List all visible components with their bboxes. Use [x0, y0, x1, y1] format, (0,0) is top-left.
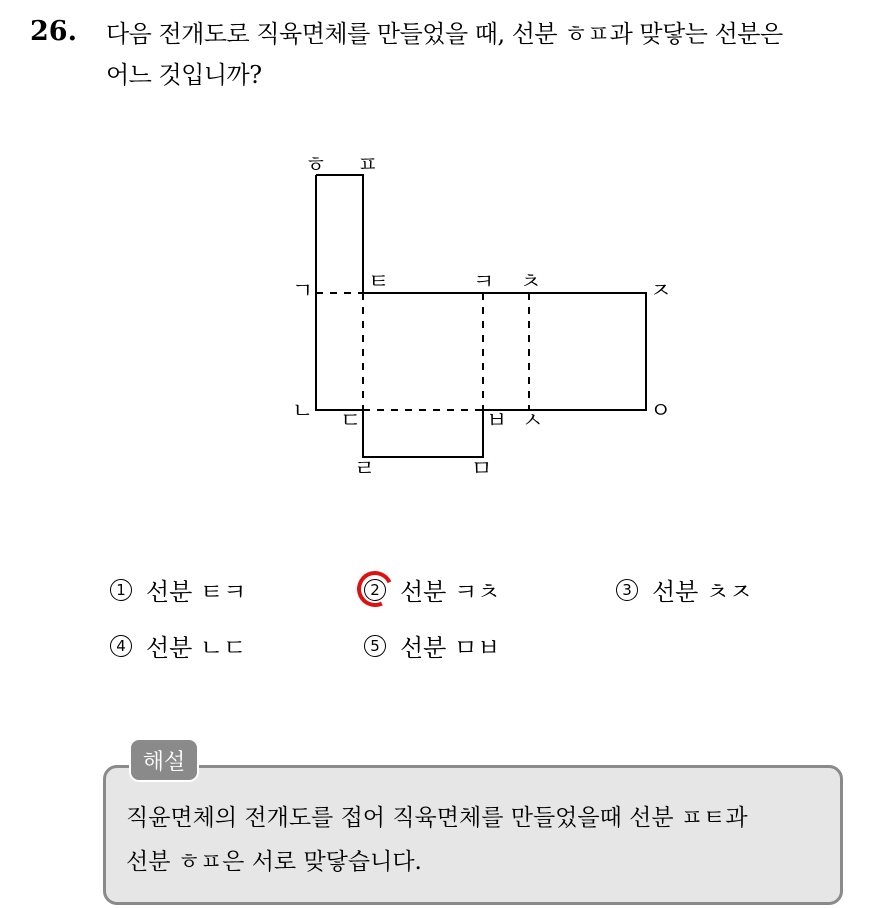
explanation-tag: 해설 — [129, 738, 199, 782]
label-h: ㅎ — [305, 153, 327, 178]
choice-5[interactable] — [364, 628, 500, 663]
label-p: ㅍ — [357, 153, 379, 178]
choice-number: 3 — [616, 579, 638, 601]
choice-number: 5 — [364, 635, 386, 657]
question-line: 어느 것입니까? — [106, 61, 262, 89]
label-k: ㅋ — [473, 270, 495, 295]
choice-text: 선분 ㅌㅋ — [146, 578, 247, 606]
question-line: 다음 전개도로 직육면체를 만들었을 때, 선분 ㅎㅍ과 맞닿는 선분은 — [106, 20, 783, 48]
explanation-text — [126, 796, 836, 884]
label-t: ㅌ — [368, 270, 390, 295]
bottom-flap — [363, 410, 483, 457]
choice-3[interactable] — [616, 572, 752, 607]
question-number: 26. — [30, 16, 77, 47]
label-o: ㅇ — [650, 399, 672, 424]
choice-text: 선분 ㅋㅊ — [400, 578, 501, 606]
choice-4[interactable] — [110, 628, 246, 663]
top-flap — [316, 175, 363, 293]
choice-text: 선분 ㅊㅈ — [652, 578, 753, 606]
choice-2[interactable] — [364, 572, 500, 607]
label-d: ㄷ — [340, 409, 362, 434]
label-b: ㅂ — [486, 409, 508, 434]
explanation-box — [103, 765, 843, 905]
label-ch: ㅊ — [520, 270, 542, 295]
choice-number — [364, 579, 386, 601]
label-s: ㅅ — [522, 409, 544, 434]
choice-number: 1 — [110, 579, 132, 601]
choice-text: 선분 ㅁㅂ — [400, 634, 501, 662]
explanation-line: 직윤면체의 전개도를 접어 직육면체를 만들었을때 선분 ㅍㅌ과 — [126, 805, 748, 831]
choice-number-digit: 2 — [370, 580, 380, 599]
explanation-line: 선분 ㅎㅍ은 서로 맞닿습니다. — [126, 849, 422, 875]
label-r: ㄹ — [354, 457, 376, 482]
choice-number: 4 — [110, 635, 132, 657]
main-outline — [316, 293, 646, 410]
choice-1[interactable] — [110, 572, 246, 607]
label-g: ㄱ — [292, 279, 314, 304]
label-n: ㄴ — [292, 399, 314, 424]
label-m: ㅁ — [471, 457, 493, 482]
label-j: ㅈ — [650, 279, 672, 304]
choice-text: 선분 ㄴㄷ — [146, 634, 247, 662]
